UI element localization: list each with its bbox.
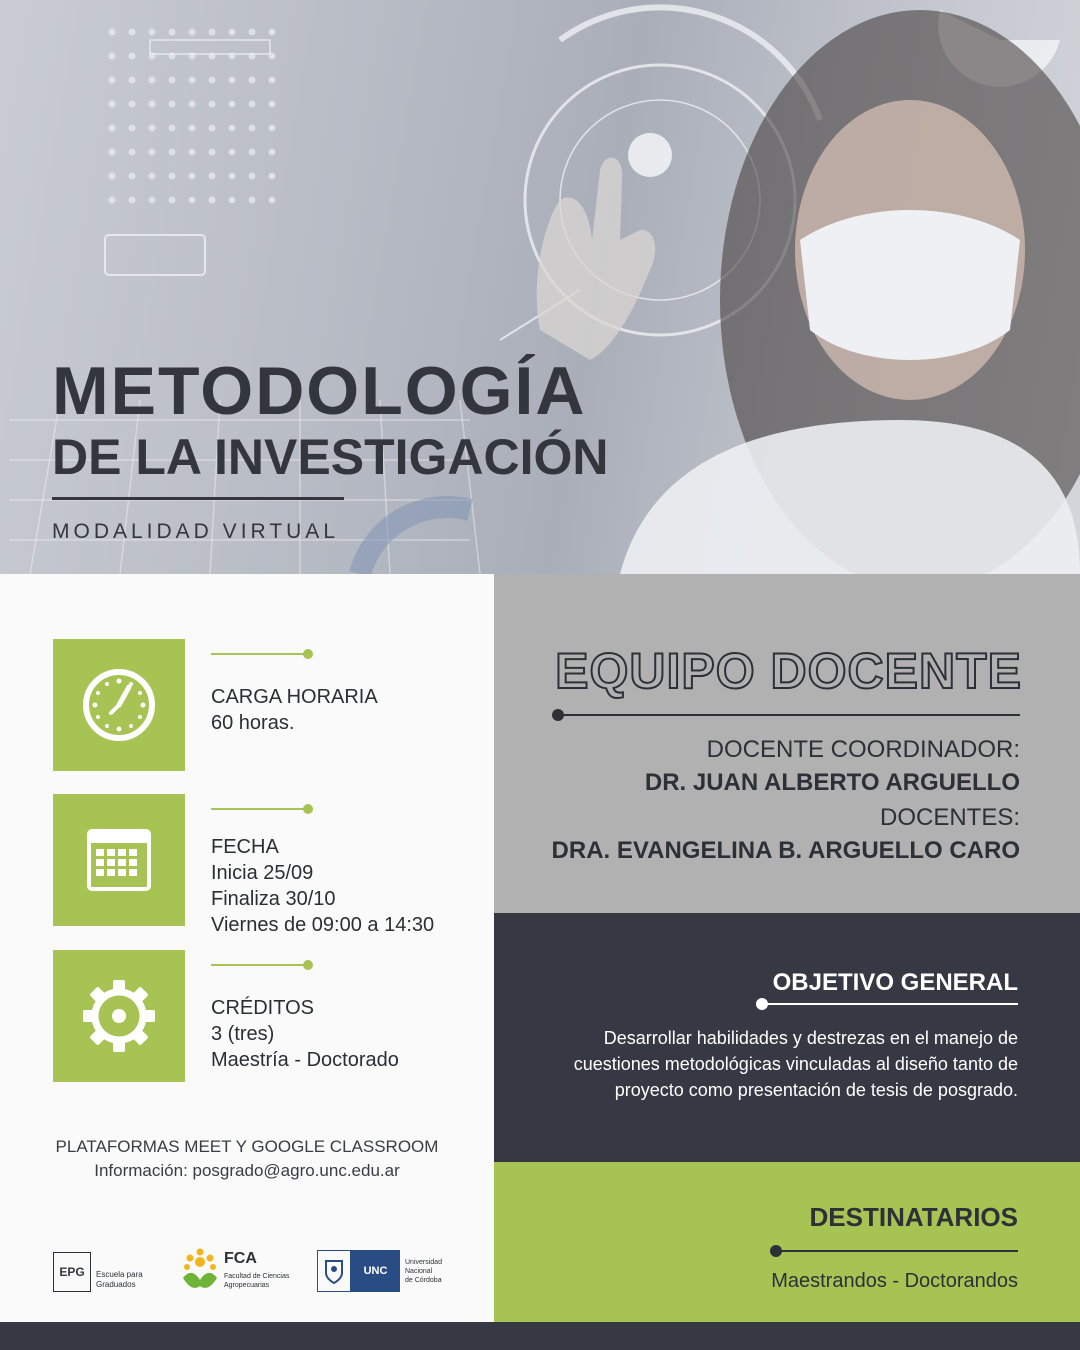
info-divider bbox=[211, 964, 311, 966]
credits-value: 3 (tres) bbox=[211, 1023, 275, 1045]
epg-logo: EPG Escuela para Graduados bbox=[53, 1252, 163, 1294]
hero-grid-dot bbox=[149, 77, 156, 84]
audience-text: Maestrandos - Doctorandos bbox=[771, 1270, 1018, 1292]
footer-bar bbox=[0, 1322, 1080, 1350]
hero-grid-dot bbox=[189, 29, 196, 36]
hero-grid-dot bbox=[189, 125, 196, 132]
hero-grid-dot bbox=[269, 125, 276, 132]
hero-grid-dot bbox=[209, 197, 216, 204]
audience-heading: DESTINATARIOS bbox=[809, 1202, 1018, 1232]
hero-grid-dot bbox=[249, 173, 256, 180]
unc-shield-icon bbox=[324, 1257, 344, 1285]
course-title-line2: DE LA INVESTIGACIÓN bbox=[52, 429, 609, 485]
hero-grid-dot bbox=[229, 29, 236, 36]
hero-grid-dot bbox=[229, 77, 236, 84]
info-divider-dot bbox=[303, 649, 313, 659]
hero-grid-dot bbox=[249, 77, 256, 84]
hero-grid-dot bbox=[129, 101, 136, 108]
hero-grid-dot bbox=[189, 149, 196, 156]
hero-grid-dot bbox=[129, 173, 136, 180]
hero-grid-dot bbox=[169, 149, 176, 156]
hero-grid-dot bbox=[149, 197, 156, 204]
hero-background-image bbox=[0, 0, 1080, 574]
objective-text: Desarrollar habilidades y destrezas en el manejo de cuestiones metodológicas vinculadas al diseño tanto de proyecto como presentación de tesis de posgrado. bbox=[573, 1028, 1018, 1100]
hero-grid-dot bbox=[129, 149, 136, 156]
objective-divider bbox=[762, 1003, 1018, 1005]
hero-grid-dot bbox=[109, 173, 116, 180]
teachers-label: DOCENTES: bbox=[879, 804, 1020, 831]
hero-grid-dot bbox=[209, 173, 216, 180]
workload-label: CARGA HORARIA bbox=[211, 686, 378, 708]
date-start: Inicia 25/09 bbox=[211, 862, 314, 884]
hero-grid-dot bbox=[209, 149, 216, 156]
hero-grid-dot bbox=[189, 173, 196, 180]
hero-grid-dot bbox=[249, 149, 256, 156]
hero-grid-dot bbox=[189, 77, 196, 84]
audience-divider bbox=[776, 1250, 1018, 1252]
coordinator-label: DOCENTE COORDINADOR: bbox=[706, 736, 1020, 763]
hero-grid-dot bbox=[229, 149, 236, 156]
fca-logo: FCA Facultad de Ciencias Agropecuarias bbox=[181, 1248, 301, 1296]
platforms-text: PLATAFORMAS MEET Y GOOGLE CLASSROOM bbox=[55, 1137, 439, 1156]
hero-grid-dot bbox=[269, 149, 276, 156]
workload-value: 60 horas. bbox=[211, 712, 295, 734]
unc-logo: UNC Universidad Nacional de Córdoba bbox=[317, 1250, 453, 1294]
hero-grid-dot bbox=[109, 77, 116, 84]
hero-grid-dot bbox=[129, 77, 136, 84]
hero-grid-dot bbox=[109, 53, 116, 60]
teacher-name: DRA. EVANGELINA B. ARGUELLO CARO bbox=[551, 837, 1020, 864]
hero-grid-dot bbox=[209, 125, 216, 132]
objective-panel bbox=[494, 913, 1080, 1162]
hero-grid-dot bbox=[169, 173, 176, 180]
hero-banner bbox=[0, 0, 1080, 574]
date-end: Finaliza 30/10 bbox=[211, 888, 336, 910]
hero-grid-dot bbox=[269, 197, 276, 204]
hero-grid-dot bbox=[229, 197, 236, 204]
hero-grid-dot bbox=[249, 101, 256, 108]
gear-icon-box bbox=[53, 950, 185, 1082]
hero-grid-dot bbox=[149, 149, 156, 156]
course-info-panel bbox=[0, 574, 494, 1322]
info-divider-dot bbox=[303, 804, 313, 814]
date-schedule: Viernes de 09:00 a 14:30 bbox=[211, 914, 435, 936]
workload-info bbox=[211, 684, 378, 736]
hero-grid-dot bbox=[129, 53, 136, 60]
audience-panel bbox=[494, 1162, 1080, 1322]
hero-grid-dot bbox=[269, 101, 276, 108]
hero-grid-dot bbox=[169, 101, 176, 108]
hero-grid-dot bbox=[209, 29, 216, 36]
hero-grid-dot bbox=[169, 29, 176, 36]
credits-info bbox=[211, 995, 399, 1073]
hero-grid-dot bbox=[109, 197, 116, 204]
gear-icon bbox=[81, 978, 157, 1054]
hero-grid-dot bbox=[129, 125, 136, 132]
info-divider-dot bbox=[303, 960, 313, 970]
hero-grid-dot bbox=[229, 101, 236, 108]
team-divider bbox=[558, 714, 1020, 716]
info-divider bbox=[211, 653, 311, 655]
institution-logos bbox=[53, 1248, 453, 1298]
hero-grid-dot bbox=[149, 29, 156, 36]
hero-grid-dot bbox=[109, 29, 116, 36]
hero-grid-dot bbox=[169, 77, 176, 84]
hero-grid-dot bbox=[109, 149, 116, 156]
hero-grid-dot bbox=[129, 197, 136, 204]
hero-grid-dot bbox=[169, 197, 176, 204]
teaching-team-panel bbox=[494, 574, 1080, 913]
hero-grid-dot bbox=[129, 29, 136, 36]
contact-email[interactable]: Información: posgrado@agro.unc.edu.ar bbox=[94, 1161, 400, 1180]
hero-grid-dot bbox=[229, 125, 236, 132]
fca-emblem-icon bbox=[181, 1248, 219, 1292]
hero-grid-dot bbox=[209, 101, 216, 108]
date-info bbox=[211, 834, 434, 938]
clock-icon bbox=[81, 667, 157, 743]
calendar-icon bbox=[86, 827, 152, 893]
hero-grid-dot bbox=[249, 29, 256, 36]
credits-programs: Maestría - Doctorado bbox=[211, 1049, 399, 1071]
hero-grid-dot bbox=[149, 173, 156, 180]
credits-label: CRÉDITOS bbox=[211, 997, 314, 1019]
coordinator-name: DR. JUAN ALBERTO ARGUELLO bbox=[644, 769, 1020, 796]
hero-grid-dot bbox=[229, 173, 236, 180]
hero-grid-dot bbox=[109, 101, 116, 108]
date-label: FECHA bbox=[211, 836, 279, 858]
calendar-icon-box bbox=[53, 794, 185, 926]
hero-grid-dot bbox=[209, 77, 216, 84]
objective-heading: OBJETIVO GENERAL bbox=[772, 969, 1018, 996]
course-title: METODOLOGÍA bbox=[52, 353, 587, 429]
clock-icon-box bbox=[53, 639, 185, 771]
info-divider bbox=[211, 808, 311, 810]
hero-grid-dot bbox=[189, 197, 196, 204]
hero-grid-dot bbox=[149, 101, 156, 108]
hero-grid-dot bbox=[269, 77, 276, 84]
hero-grid-dot bbox=[269, 29, 276, 36]
hero-grid-dot bbox=[269, 173, 276, 180]
hero-grid-dot bbox=[249, 197, 256, 204]
team-heading: EQUIPO DOCENTE bbox=[555, 643, 1022, 699]
hero-grid-dot bbox=[109, 125, 116, 132]
hero-grid-dot bbox=[169, 125, 176, 132]
hero-grid-dot bbox=[149, 125, 156, 132]
modality-label: MODALIDAD VIRTUAL bbox=[52, 520, 339, 543]
hero-grid-dot bbox=[249, 125, 256, 132]
hero-grid-dot bbox=[189, 101, 196, 108]
title-divider bbox=[52, 497, 344, 500]
